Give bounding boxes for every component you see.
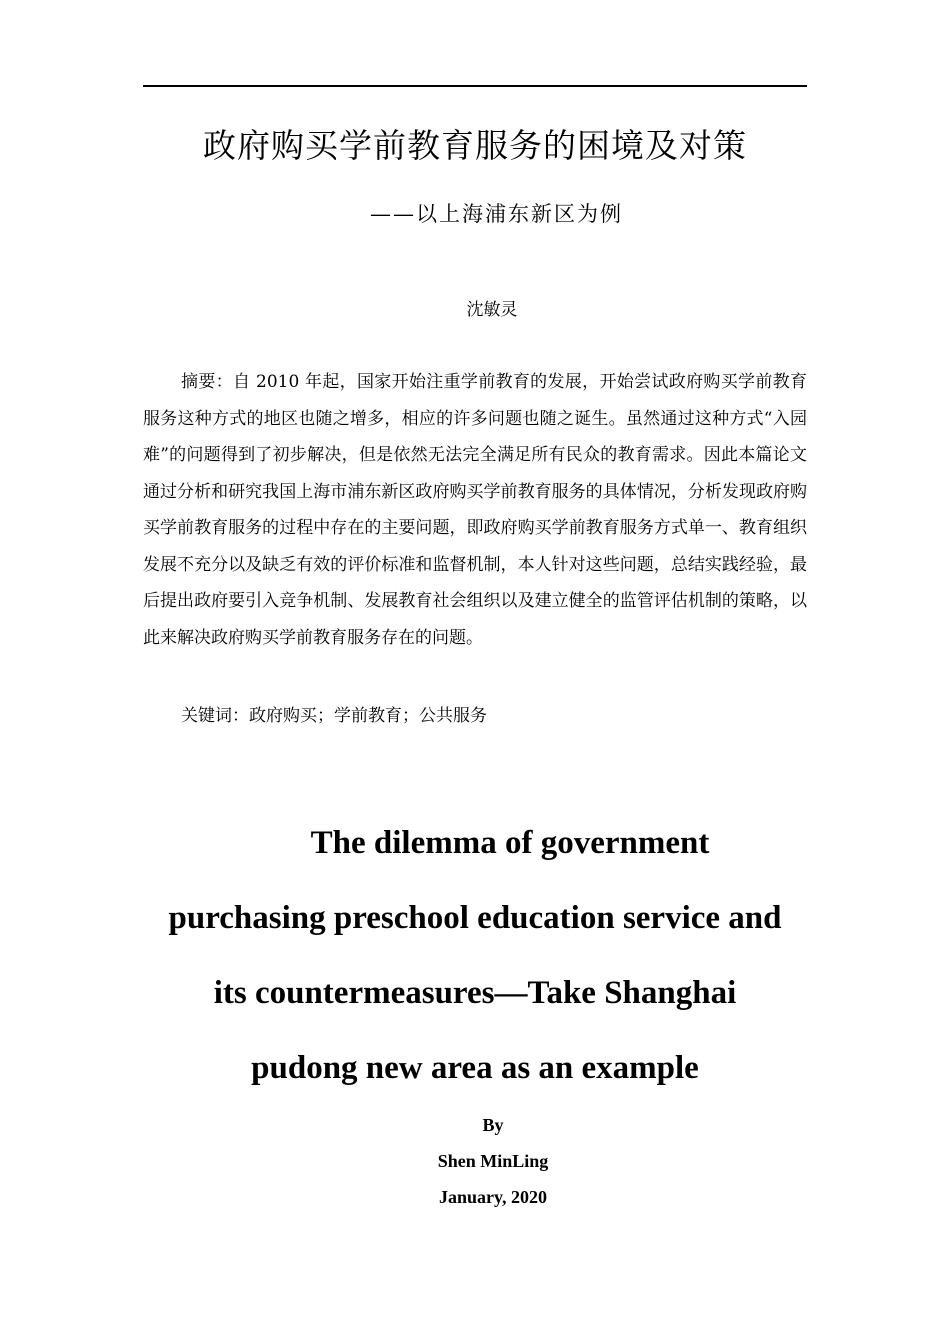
- english-title-line: The dilemma of government: [310, 825, 710, 861]
- english-title-line: its countermeasures—Take Shanghai: [213, 975, 737, 1011]
- english-title-line: pudong new area as an example: [251, 1050, 699, 1086]
- keywords-label: 关键词：: [181, 706, 249, 726]
- chinese-author: 沈敏灵: [466, 300, 518, 320]
- chinese-subtitle: ——以上海浦东新区为例: [370, 202, 623, 226]
- abstract-label: 摘要：: [181, 372, 233, 392]
- english-title: [143, 806, 807, 1106]
- english-date: January, 2020: [438, 1187, 548, 1207]
- chinese-keywords: [181, 700, 487, 732]
- english-by: By: [482, 1115, 504, 1135]
- chinese-title: 政府购买学前教育服务的困境及对策: [203, 126, 747, 165]
- keywords-text: 政府购买；学前教育；公共服务: [249, 706, 487, 726]
- chinese-abstract: [143, 364, 807, 656]
- header-rule: [143, 85, 807, 87]
- english-author: Shen MinLing: [437, 1151, 549, 1171]
- english-title-line: purchasing preschool education service and: [168, 900, 782, 936]
- abstract-text: 自 2010 年起，国家开始注重学前教育的发展，开始尝试政府购买学前教育服务这种方式的地区也随之增多，相应的许多问题也随之诞生。虽然通过这种方式“入园难”的问题得到了初步解决，但是依然无法完全满足所有民众的教育需求。因此本篇论文通过分析和研究我国上海市浦东新区政府购买学前教育服务的具体情况，分析发现政府购买学前教育服务的过程中存在的主要问题，即政府购买学前教育服务方式单一、教育组织发展不充分以及缺乏有效的评价标准和监督机制，本人针对这些问题，总结实践经验，最后提出政府要引入竞争机制、发展教育社会组织以及建立健全的监管评估机制的策略，以此来解决政府购买学前教育服务存在的问题。: [143, 372, 807, 648]
